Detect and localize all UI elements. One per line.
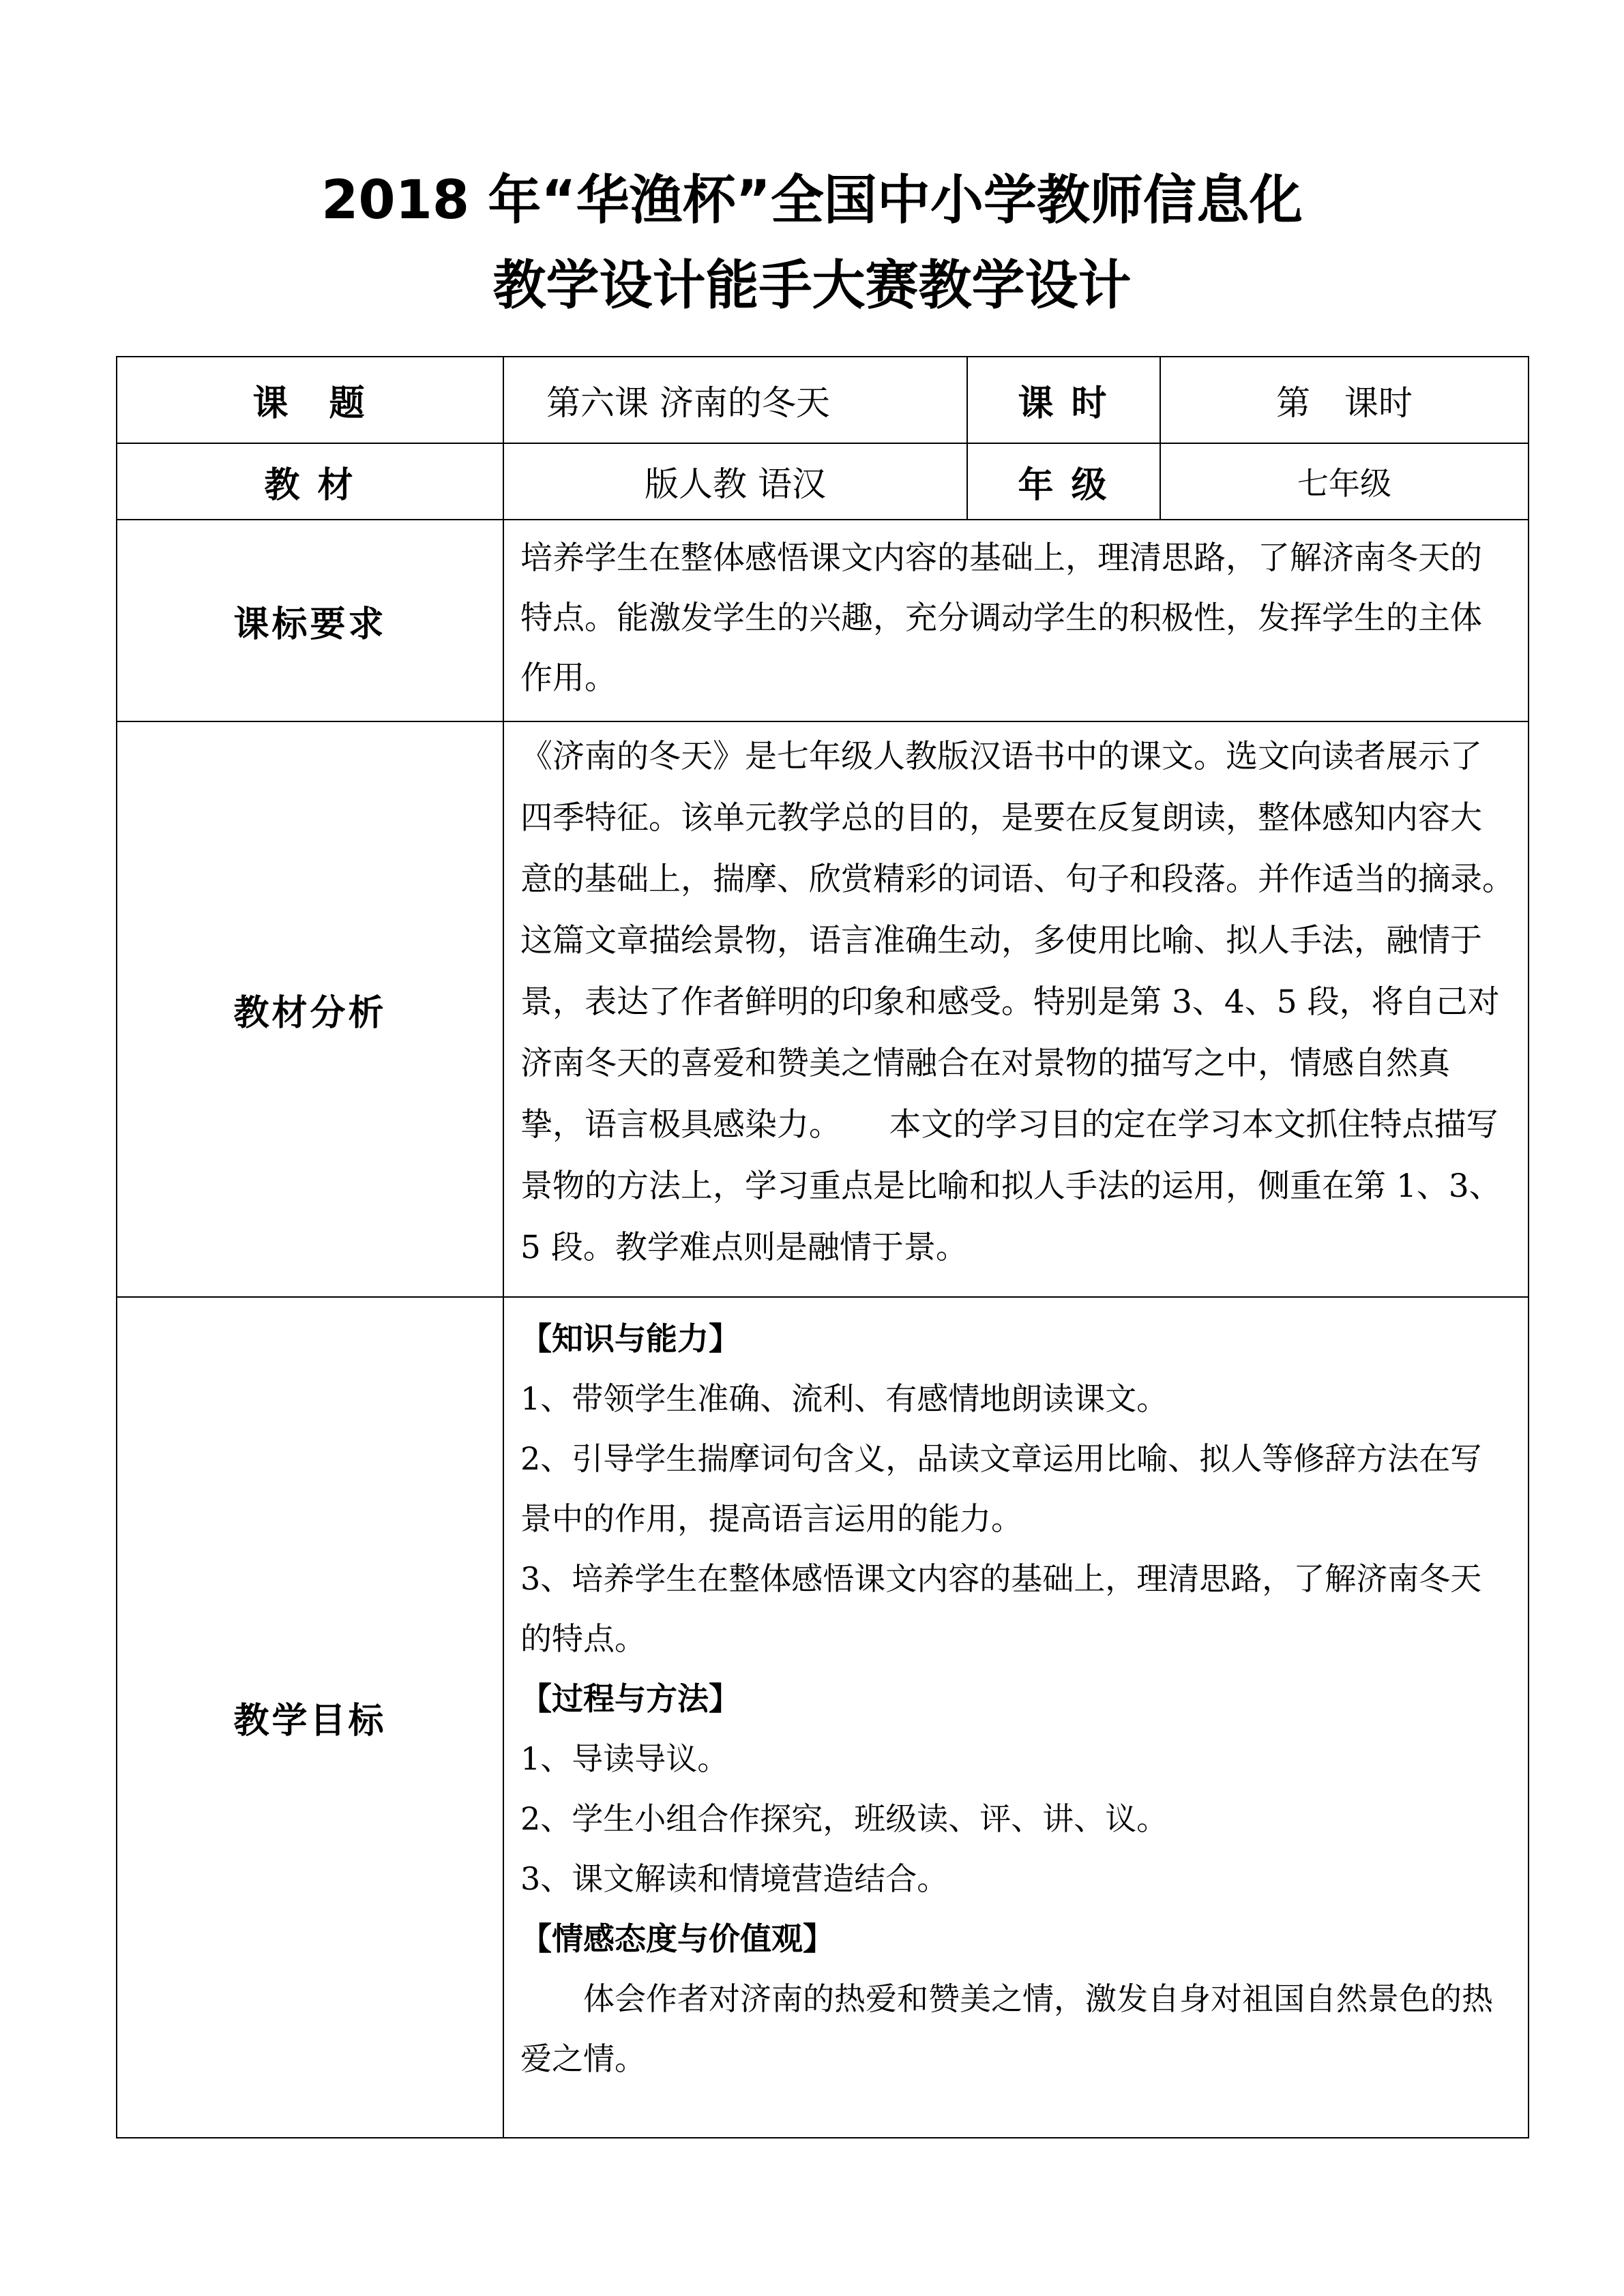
objectives-cell [503,1297,1529,2138]
document-title-line-2: 教学设计能手大赛教学设计 [492,255,1132,316]
process-item-1: 1、导读导议。 [520,1740,729,1777]
topic-label: 课 题 [117,357,503,443]
standard-label: 课标要求 [117,520,503,721]
knowledge-item-1: 1、带领学生准确、流利、有感情地朗读课文。 [520,1380,1168,1417]
knowledge-heading: 【知识与能力】 [520,1320,740,1357]
topic-value: 第六课 济南的冬天 [503,357,967,443]
textbook-label: 教 材 [117,443,503,520]
knowledge-item-2: 2、引导学生揣摩词句含义，品读文章运用比喻、拟人等修辞方法在写景中的作用，提高语言运用的能力。 [520,1440,1482,1537]
row-topic [117,357,1529,443]
process-item-3: 3、课文解读和情境营造结合。 [520,1860,949,1897]
period-value: 第 课时 [1160,357,1529,443]
row-standard [117,520,1529,721]
textbook-value: 版人教 语汉 [503,443,967,520]
grade-label: 年 级 [967,443,1160,520]
standard-cell [503,520,1529,721]
analysis-text: 《济南的冬天》是七年级人教版汉语书中的课文。选文向读者展示了四季特征。该单元教学总的目的，是要在反复朗读，整体感知内容大意的基础上，揣摩、欣赏精彩的词语、句子和段落。并作适当的摘录。 这篇文章描绘景物，语言准确生动，多使用比喻、拟人手法，融情于景，表达了作者鲜明的印象和感受。特别是第 3、4、5 段，将自己对济南冬天的喜爱和赞美之情融合在对景物的描写之中，情感自然真挚，语言极具感染力。 本文的学习目的定在学习本文抓住特点描写景物的方法上，学习重点是比喻和拟人手法的运用，侧重在第 1、3、5 段。教学难点则是融情于景。 [520,738,1563,1266]
emotion-heading: 【情感态度与价值观】 [520,1920,834,1957]
analysis-cell [503,721,1563,1297]
knowledge-item-3: 3、培养学生在整体感悟课文内容的基础上，理清思路，了解济南冬天的特点。 [520,1560,1482,1657]
emotion-text: 体会作者对济南的热爱和赞美之情，激发自身对祖国自然景色的热爱之情。 [520,1980,1493,2077]
row-textbook [117,443,1529,520]
standard-text: 培养学生在整体感悟课文内容的基础上，理清思路，了解济南冬天的特点。能激发学生的兴趣，充分调动学生的积极性，发挥学生的主体作用。 [520,539,1482,697]
lesson-plan-table [116,356,1563,2138]
period-label: 课 时 [967,357,1160,443]
analysis-label: 教材分析 [117,721,503,1297]
row-analysis [117,721,1529,1297]
document-title-line-1: 2018 年“华渔杯”全国中小学教师信息化 [321,170,1303,231]
objectives-label: 教学目标 [117,1297,503,2138]
process-heading: 【过程与方法】 [520,1680,740,1717]
grade-value: 七年级 [1160,443,1529,520]
row-objectives [117,1297,1529,2138]
process-item-2: 2、学生小组合作探究，班级读、评、讲、议。 [520,1800,1168,1837]
